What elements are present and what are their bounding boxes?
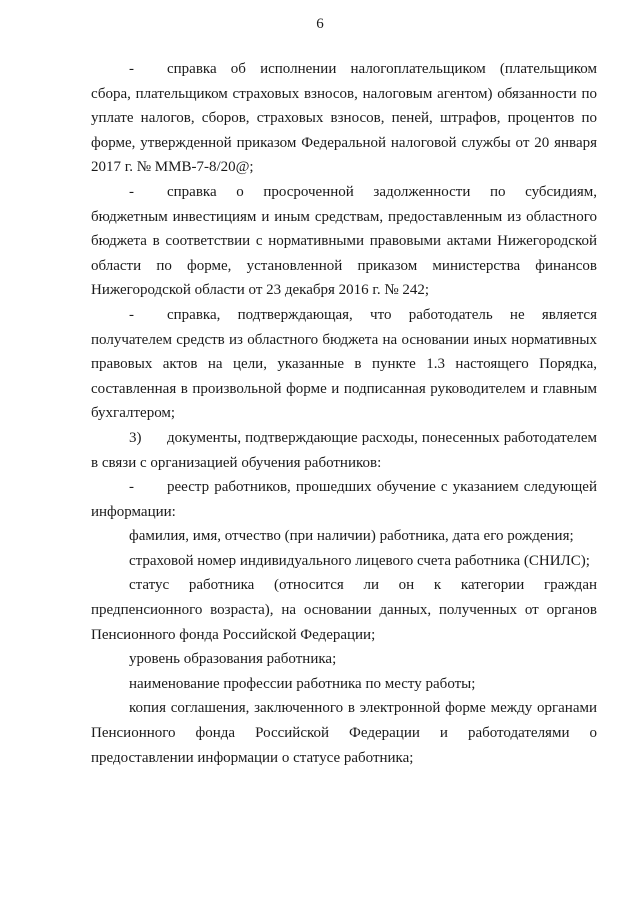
numbered-item-expense-documents — [91, 426, 597, 475]
list-item-tax-certificate — [91, 57, 597, 180]
list-item-debt-certificate — [91, 180, 597, 303]
paragraph-text: справка, подтверждающая, что работодатель не является получателем средств из областного бюджета на основании иных нормативных правовых актов на цели, указанные в пункте 1.3 настоящего Порядка, составленная в произвольной форме и подписанная руководителем и главным бухгалтером; — [91, 306, 597, 422]
paragraph-text: копия соглашения, заключенного в электронной форме между органами Пенсионного фонда Российской Федерации и работодателями о предоставлении информации о статусе работника; — [91, 700, 597, 766]
list-item-employee-registry — [91, 475, 597, 524]
paragraph-text: справка о просроченной задолженности по субсидиям, бюджетным инвестициям и иным средствам, предоставленным из областного бюджета в соответствии с нормативными правовыми актами Нижегородской области по форме, установленной приказом министерства финансов Нижегородской области от 23 декабря 2016 г. № 242; — [91, 183, 597, 299]
paragraph-text: наименование профессии работника по месту работы; — [129, 675, 476, 692]
registry-field-snils — [91, 549, 597, 574]
page-number: 6 — [316, 16, 324, 32]
list-marker: - — [129, 183, 134, 200]
registry-field-profession — [91, 672, 597, 697]
paragraph-text: справка об исполнении налогоплательщиком (плательщиком сбора, плательщиком страховых взносов, налоговым агентом) обязанности по уплате налогов, сборов, страховых взносов, пеней, штрафов, процентов по форме, утвержденной приказом Федеральной налоговой службы от 20 января 2017 г. № ММВ-7-8/20@; — [91, 61, 597, 176]
document-body — [91, 57, 597, 770]
registry-field-status — [91, 573, 597, 647]
agreement-copy-item — [91, 696, 597, 770]
list-marker: - — [129, 306, 134, 323]
registry-field-education — [91, 647, 597, 672]
paragraph-text: уровень образования работника; — [129, 651, 337, 668]
registry-field-full-name — [91, 524, 597, 549]
paragraph-text: фамилия, имя, отчество (при наличии) работника, дата его рождения; — [129, 528, 574, 545]
paragraph-text: статус работника (относится ли он к категории граждан предпенсионного возраста), на основании данных, полученных от органов Пенсионного фонда Российской Федерации; — [91, 577, 597, 643]
paragraph-text: документы, подтверждающие расходы, понесенных работодателем в связи с организацией обучения работников: — [91, 429, 597, 471]
paragraph-text: страховой номер индивидуального лицевого счета работника (СНИЛС); — [129, 552, 590, 569]
list-marker: 3) — [129, 429, 142, 446]
list-marker: - — [129, 479, 134, 496]
list-item-recipient-certificate — [91, 303, 597, 426]
list-marker: - — [129, 61, 134, 77]
paragraph-text: реестр работников, прошедших обучение с указанием следующей информации: — [91, 479, 597, 520]
